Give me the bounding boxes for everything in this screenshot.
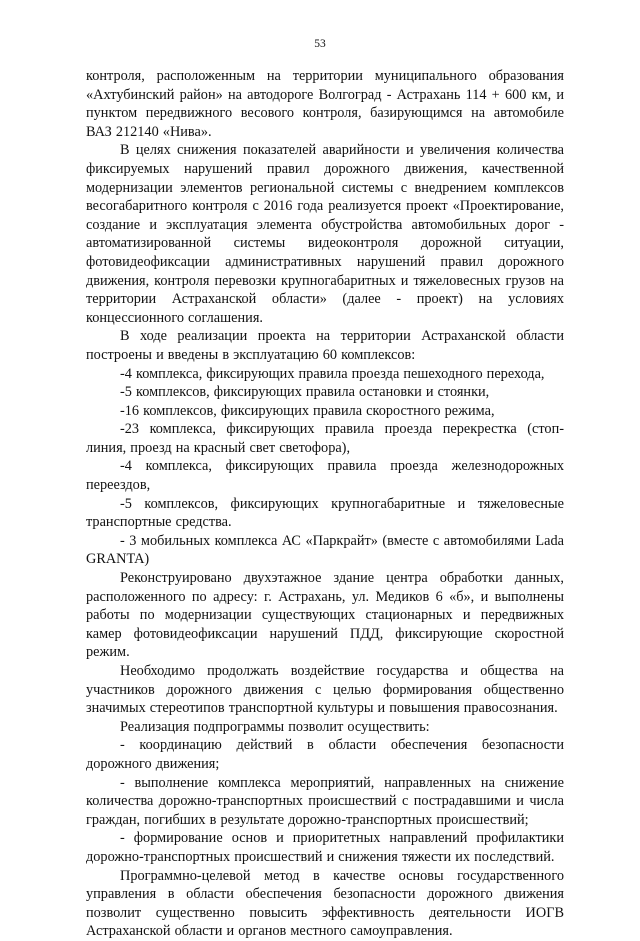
paragraph-program-method: Программно-целевой метод в качестве основы государственного управления в области обеспечения безопасности дорожного движения позволит существенно повысить эффективность деятельности ИОГВ Астраханской области и органов местного самоуправления.	[86, 867, 564, 940]
list-item-coordination: - координацию действий в области обеспечения безопасности дорожного движения;	[86, 737, 564, 772]
list-item-intersection: -23 комплекса, фиксирующих правила проезда перекрестка (стоп-линия, проезд на красный свет светофора),	[86, 421, 564, 456]
list-item-oversized-vehicles: -5 комплексов, фиксирующих крупногабаритные и тяжеловесные транспортные средства.	[86, 495, 564, 531]
paragraph-reconstruction: Реконструировано двухэтажное здание центра обработки данных, расположенного по адресу: г. Астрахань, ул. Медиков 6 «б», и выполнены работы по модернизации существующих стационарных и передвижных камер фотовидеофиксации нарушений ПДД, фиксирующие скоростной режим.	[86, 570, 564, 661]
list-item-pedestrian-crossing: -4 комплекса, фиксирующих правила проезда пешеходного перехода,	[120, 365, 545, 382]
page-number: 53	[314, 38, 326, 50]
list-item-prevention: - формирование основ и приоритетных направлений профилактики дорожно-транспортных происшествий и снижения тяжести их последствий.	[86, 830, 564, 865]
list-item-measures: - выполнение комплекса мероприятий, направленных на снижение количества дорожно-транспортных происшествий с пострадавшими и числа граждан, погибших в результате дорожно-транспортных происшествий;	[86, 774, 564, 828]
paragraph-subprogram-intro: Реализация подпрограммы позволит осуществить:	[120, 718, 430, 735]
paragraph-intro-continuation: контроля, расположенным на территории муниципального образования «Ахтубинский район» на автодороге Волгоград - Астрахань 114 + 600 км, и пунктом передвижного весового контроля, базирующимся на автомобиле ВАЗ 212140 «Нива».	[86, 68, 564, 140]
list-item-speed: -16 комплексов, фиксирующих правила скоростного режима,	[120, 402, 495, 419]
paragraph-influence: Необходимо продолжать воздействие государства и общества на участников дорожного движения с целью формирования общественно значимых стереотипов транспортной культуры и повышения правосознания.	[86, 663, 564, 717]
paragraph-project-description: В целях снижения показателей аварийности и увеличения количества фиксируемых нарушений правил дорожного движения, качественной модернизации элементов региональной системы с внедрением комплексов весогабаритного контроля с 2016 года реализуется проект «Проектирование, создание и эксплуатация элемента обустройства автомобильных дорог - автоматизированной системы видеоконтроля дорожной ситуации, фотовидеофиксации административных нарушений правил дорожного движения, контроля перевозки крупногабаритных и тяжеловесных грузов на территории Астраханской области» (далее - проект) на условиях концессионного соглашения.	[86, 142, 564, 326]
list-item-mobile-complexes: - 3 мобильных комплекса АС «Паркрайт» (вместе с автомобилями Lada GRANTA)	[86, 532, 564, 568]
document-body	[86, 67, 564, 941]
paragraph-complexes-summary: В ходе реализации проекта на территории Астраханской области построены и введены в эксплуатацию 60 комплексов:	[86, 328, 564, 363]
list-item-railway-crossing: -4 комплекса, фиксирующих правила проезда железнодорожных переездов,	[86, 458, 564, 494]
list-item-stopping-parking: -5 комплексов, фиксирующих правила остановки и стоянки,	[120, 384, 490, 401]
